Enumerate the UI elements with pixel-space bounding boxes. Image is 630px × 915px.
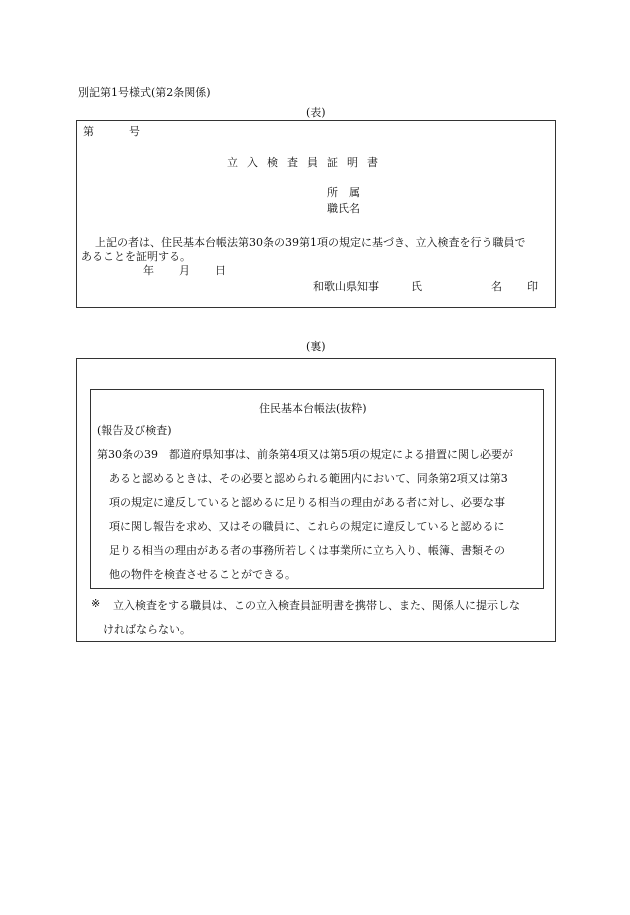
issuer: 和歌山県知事: [313, 280, 379, 293]
note-line-1: 立入検査をする職員は、この立入検査員証明書を携帯し、また、関係人に提示しな: [113, 599, 520, 612]
date-month: 月: [179, 264, 190, 277]
article-line: 第30条の39 都道府県知事は、前条第4項又は第5項の規定による措置に関し必要が: [97, 448, 513, 461]
note-mark: ※: [91, 597, 101, 610]
certification-line-2: あることを証明する。: [81, 250, 191, 263]
name-title-label: 職氏名: [327, 202, 360, 215]
front-side-label: (表): [306, 106, 326, 119]
number-suffix: 号: [129, 125, 140, 138]
certificate-title: 立入検査員証明書: [227, 156, 387, 169]
form-title: 別記第1号様式(第2条関係): [78, 86, 211, 99]
number-prefix: 第: [83, 125, 94, 138]
article-line: 他の物件を検査させることができる。: [109, 568, 296, 581]
date-day: 日: [215, 264, 226, 277]
law-title: 住民基本台帳法(抜粋): [259, 402, 367, 415]
certification-line-1: 上記の者は、住民基本台帳法第30条の39第1項の規定に基づき、立入検査を行う職員で: [95, 236, 526, 249]
issuer-given-name: 名: [491, 280, 502, 293]
front-certificate-box: [76, 120, 556, 308]
back-side-label: (裏): [306, 340, 326, 353]
back-certificate-box: [76, 358, 556, 642]
issuer-surname: 氏: [411, 280, 422, 293]
article-line: あると認めるときは、その必要と認められる範囲内において、同条第2項又は第3: [109, 472, 508, 485]
article-line: 項に関し報告を求め、又はその職員に、これらの規定に違反していると認めるに: [109, 520, 505, 533]
article-line: 項の規定に違反していると認めるに足りる相当の理由がある者に対し、必要な事: [109, 496, 505, 509]
date-year: 年: [143, 264, 154, 277]
section-heading: (報告及び検査): [97, 424, 172, 437]
seal-mark: 印: [527, 280, 538, 293]
affiliation-label: 所 属: [327, 186, 360, 199]
article-line: 足りる相当の理由がある者の事務所若しくは事業所に立ち入り、帳簿、書類その: [109, 544, 505, 557]
law-excerpt-box: [90, 389, 544, 589]
note-line-2: ければならない。: [103, 623, 191, 636]
